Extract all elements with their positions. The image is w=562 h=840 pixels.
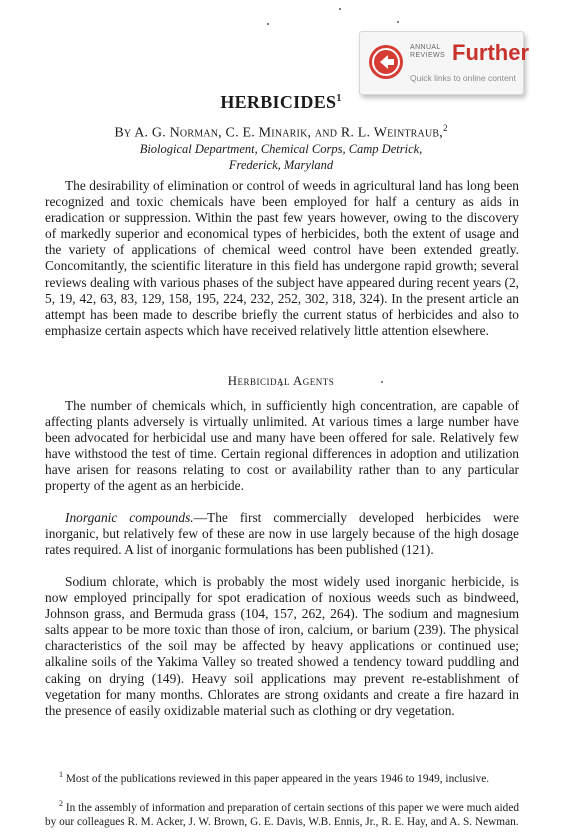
circle-arrow-icon xyxy=(369,45,403,79)
section-heading: Herbicidal Agents xyxy=(227,374,335,388)
sodium-chlorate-paragraph: Sodium chlorate, which is probably the most widely used inorganic herbicide, is now employed principally for spot eradication of noxious weeds such as bindweed, Johnson grass, and Bermuda grass (104, 157, 262, 264). The sodium and magnesium salts appear to be more toxic than those of iron, calcium, or barium (239). The physical characteristics of the soil may be affected by heavy applications or continued use; alkaline soils of the Yakima Valley so treated showed a tendency toward puddling and caking on drying (149). Heavy soil applications may prevent re-establishment of vegetation for many months. Chlorates are strong oxidants and create a fire hazard in the presence of easily oxidizable material such as clothing or dry vegetation. xyxy=(45,574,519,718)
intro-paragraph: The desirability of elimination or control of weeds in agricultural land has long been recognized and toxic chemicals have been employed for half a century as aids in eradication or suppression. Within the past few years however, owing to the discovery of markedly superior and economical types of herbicides, both the extent of usage and the variety of applications of chemical weed control have been extended greatly. Concomitantly, the scientific literature in this field has undergone rapid growth; several reviews dealing with various phases of the subject have appeared during recent years (2, 5, 19, 42, 63, 83, 129, 158, 195, 224, 232, 252, 302, 318, 324). In the present article an attempt has been made to describe briefly the current status of herbicides and also to emphasize certain aspects which have received relatively little attention elsewhere. xyxy=(45,178,519,338)
scan-speck xyxy=(397,21,399,23)
scan-speck xyxy=(267,23,269,25)
author-footnote-mark: 2 xyxy=(442,123,448,133)
further-label: Further xyxy=(452,40,529,65)
affiliation-line-2: Frederick, Maryland xyxy=(228,158,334,172)
scan-speck xyxy=(339,8,341,10)
title-footnote-mark: 1 xyxy=(336,93,342,104)
annual-reviews-label: ANNUAL REVIEWS xyxy=(410,44,446,59)
run-in-heading: Inorganic compounds. xyxy=(65,510,194,525)
agents-paragraph: The number of chemicals which, in sufficiently high concentration, are capable of affecting plants adversely is virtually unlimited. At various times a large number have been advocated for herbicidal use and many have been offered for sale. Relatively few have withstood the test of time. Certain regional differences in adoption and utilization have arisen for reasons relating to cost or availability rather than to any particular property of the agent as an herbicide. xyxy=(45,398,519,494)
quick-links-label: Quick links to online content xyxy=(410,73,516,83)
inorganic-paragraph: Inorganic compounds.—The first commercially developed herbicides were inorganic, but relatively few of these are now in use largely because of the high dosage rates required. A list of inorganic formulations has been published (121). xyxy=(45,510,519,558)
article-title: HERBICIDES$^1$ xyxy=(220,92,342,112)
further-links-badge[interactable] xyxy=(359,31,529,95)
footnote-2: $^2$ In the assembly of information and preparation of certain sections of this paper we were much aided by our colleagues R. M. Acker, J. W. Brown, G. E. Davis, W.B. Ennis, Jr., R. E. Hay, and A. S. Newman. xyxy=(45,799,519,828)
footnote-1: $^1$ Most of the publications reviewed in this paper appeared in the years 1946 to 1949, inclusive. xyxy=(59,770,490,785)
affiliation-line-1: Biological Department, Chemical Corps, Camp Detrick, xyxy=(139,142,423,156)
author-line: By A. G. Norman, C. E. Minarik, and R. L. Weintraub,$^2$ xyxy=(114,123,448,141)
